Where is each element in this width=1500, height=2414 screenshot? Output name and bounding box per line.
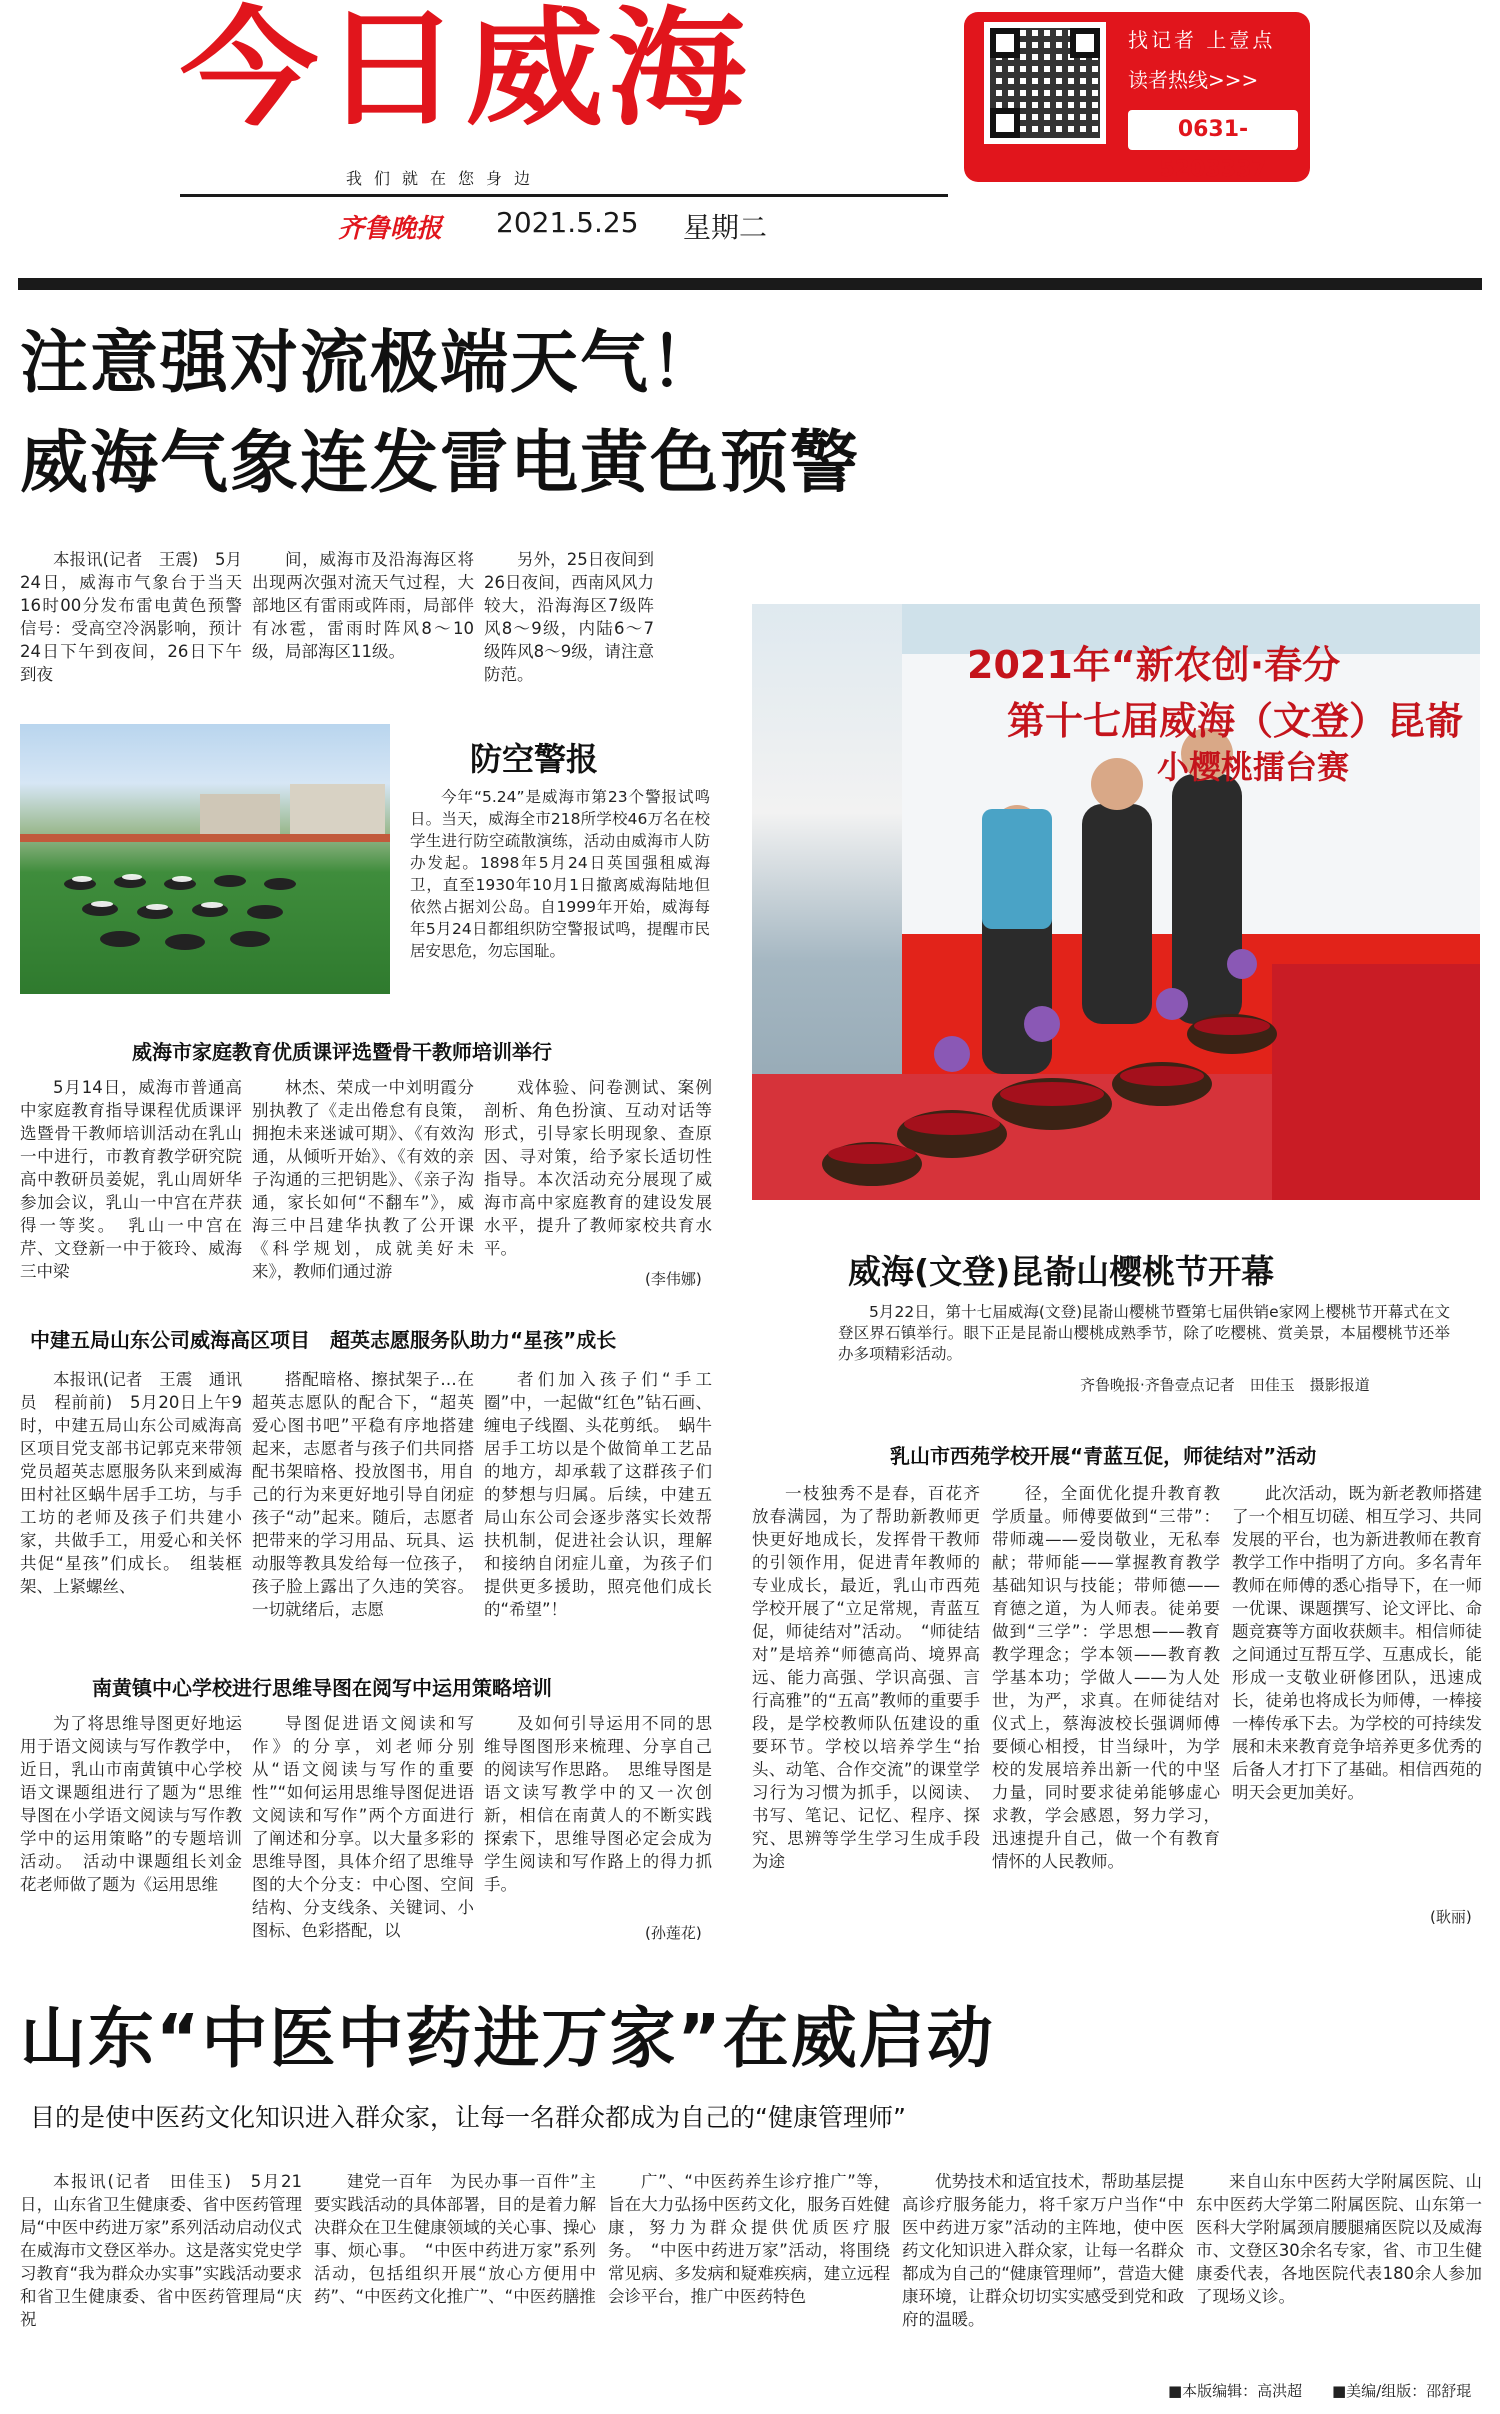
cherry-text: 5月22日，第十七届威海(文登)昆嵛山樱桃节暨第七届供销e家网上樱桃节开幕式在文登区界石镇举行。眼下正是昆嵛山樱桃成熟季节，除了吃樱桃、赏美景，本届樱桃节还举办多项精彩活动。 xyxy=(838,1303,1450,1363)
cherry-credit: 齐鲁晚报·齐鲁壹点记者 田佳玉 摄影报道 xyxy=(1080,1376,1370,1394)
mentor-col2: 径，全面优化提升教育教学质量。师傅要做到“三带”：带师魂——爱岗敬业，无私奉献；带师能——掌握教育教学基础知识与技能；带师德——育德之道，为人师表。徒弟要做到“三学”：学思想——教育教学理念；学本领——教育教学基本功；学做人——为人处世，为严，求真。在师徒结对仪式上，蔡海波校长强调师傅要倾心相授，甘当绿叶，为学校的发展培养出新一代的中坚力量，同时要求徒弟能够虚心求教，学会感恩，努力学习，迅速提升自己，做一个有教育情怀的人民教师。 xyxy=(992,1484,1220,1871)
cherry-photo xyxy=(752,604,1480,1200)
banner-line3: 小樱桃擂台赛 xyxy=(1157,748,1350,786)
tcm-col5: 来自山东中医药大学附属医院、山东中医药大学第二附属医院、山东第一医科大学附属颈肩腰腿痛医院以及威海市、文登区30余名专家，省、市卫生健康委代表，各地医院代表180余人参加了现场义诊。 xyxy=(1196,2172,1482,2306)
mindmap-col2: 导图促进语文阅读和写作》的分享，刘老师分别从“语文阅读与写作的重要性”“如何运用思维导图促进语文阅读和写作”两个方面进行了阐述和分享。以大量多彩的思维导图，具体介绍了思维导图的大个分支：中心图、空间结构、分支线条、关键词、小图标、色彩搭配，以 xyxy=(252,1714,474,1940)
qr-code[interactable] xyxy=(984,22,1106,144)
banner-line2: 第十七届威海（文登）昆嵛 xyxy=(1007,699,1464,743)
footer-editor: ■本版编辑：高洪超 xyxy=(1168,2382,1303,2400)
masthead-rule xyxy=(180,194,948,197)
contact-phone[interactable]: 0631-5203337 xyxy=(1128,110,1298,150)
tcm-col4: 优势技术和适宜技术，帮助基层提高诊疗服务能力，将千家万户当作“中医中药进万家”活动的主阵地，使中医药文化知识进入群众家，让每一名群众都成为自己的“健康管理师”，营造大健康环境，让群众切切实实感受到党和政府的温暖。 xyxy=(902,2172,1184,2329)
tcm-col3: 广”、“中医药养生诊疗推广”等，旨在大力弘扬中医药文化，服务百姓健康，努力为群众提供优质医疗服务。 “中医中药进万家”活动，将围绕常见病、多发病和疑难疾病，建立远程会诊平台，推广中医药特色 xyxy=(608,2172,890,2306)
masthead-title: 今日威海 xyxy=(180,0,751,144)
cherry-title: 威海(文登)昆嵛山樱桃节开幕 xyxy=(848,1252,1275,1291)
contact-line1: 找记者 上壹点 xyxy=(1128,28,1276,52)
airraid-photo-art xyxy=(20,724,390,994)
tcm-subtitle: 目的是使中医药文化知识进入群众家，让每一名群众都成为自己的“健康管理师” xyxy=(30,2103,906,2132)
issue-date: 2021.5.25 xyxy=(496,206,639,239)
tcm-col2: 建党一百年 为民办事一百件”主要实践活动的具体部署，目的是着力解决群众在卫生健康领域的关心事、操心事、烦心事。 “中医中药进万家”系列活动，包括组织开展“放心方便用中药”、“中医药文化推广”、“中医药膳推 xyxy=(314,2172,596,2306)
brand-logo: 齐鲁晚报 xyxy=(338,214,443,244)
banner-line1: 2021年“新农创·春分 xyxy=(967,643,1341,687)
volunteer-title: 中建五局山东公司威海高区项目 超英志愿服务队助力“星孩”成长 xyxy=(30,1328,617,1352)
mindmap-title: 南黄镇中心学校进行思维导图在阅写中运用策略培训 xyxy=(92,1676,552,1700)
mentor-col1: 一枝独秀不是春，百花齐放春满园，为了帮助新教师更快更好地成长，发挥骨干教师的引领作用，促进青年教师的专业成长，最近，乳山市西苑学校开展了“立足常规，青蓝互促，师徒结对”活动。 “师徒结对”是培养“师德高尚、境界高远、能力高强、学识高强、言行高雅”的“五高”教师的重要手段，是学校教师队伍建设的重要环节。学校以培养学生“抬头、动笔、合作交流”的课堂学习行为习惯为抓手，以阅读、书写、笔记、记忆、程序、探究、思辨等学生学习生成手段为途 xyxy=(752,1484,980,1871)
weather-col3: 另外，25日夜间到26日夜间，西南风风力较大，沿海海区7级阵风8～9级，内陆6～7级阵风8～9级，请注意防范。 xyxy=(484,550,654,684)
airraid-photo xyxy=(20,724,390,994)
issue-weekday: 星期二 xyxy=(683,211,768,244)
airraid-title: 防空警报 xyxy=(470,740,599,778)
footer-design: ■美编/组版：邵舒琨 xyxy=(1332,2382,1472,2400)
family-col2: 林杰、荣成一中刘明霞分别执教了《走出倦怠有良策，拥抱未来迷诚可期》、《有效沟通，从倾听开始》、《有效的亲子沟通的三把钥匙》、《亲子沟通，家长如何“不翻车”》，威海三中吕建华执教了公开课《科学规划，成就美好未来》，教师们通过游 xyxy=(252,1078,474,1281)
tcm-title: 山东“中医中药进万家”在威启动 xyxy=(20,2000,995,2077)
header-bar xyxy=(18,278,1482,290)
contact-line2: 读者热线>>> xyxy=(1128,68,1259,92)
masthead-slogan: 我们就在您身边 xyxy=(346,169,543,188)
headline1-line1: 注意强对流极端天气！ xyxy=(20,324,721,403)
mentor-title: 乳山市西苑学校开展“青蓝互促，师徒结对”活动 xyxy=(890,1444,1317,1468)
airraid-text: 今年“5.24”是威海市第23个警报试鸣日。当天，威海全市218所学校46万名在校学生进行防空疏散演练，活动由威海市人防办发起。1898年5月24日英国强租威海卫，直至1930年10月1日撤离威海陆地但依然占据刘公岛。自1999年开始，威海每年5月24日都组织防空警报试鸣，提醒市民居安思危，勿忘国耻。 xyxy=(410,788,710,960)
volunteer-col1: 本报讯(记者 王震 通讯员 程前前) 5月20日上午9时，中建五局山东公司威海高区项目党支部书记郭克来带领党员超英志愿服务队来到威海田村社区蜗牛居手工坊，与手工坊的老师及孩子们共建小家，共做手工，用爱心和关怀共促“星孩”们成长。 组装框架、上紧螺丝、 xyxy=(20,1370,242,1596)
family-sign: (李伟娜) xyxy=(645,1270,702,1288)
mindmap-col3: 及如何引导运用不同的思维导图图形来梳理、分享自己的阅读写作思路。 思维导图是语文读写教学中的又一次创新，相信在南黄人的不断实践探索下，思维导图必定会成为学生阅读和写作路上的得力抓手。 xyxy=(484,1714,712,1894)
mindmap-sign: (孙莲花) xyxy=(645,1924,702,1942)
mentor-sign: (耿丽) xyxy=(1430,1908,1472,1926)
family-col1: 5月14日，威海市普通高中家庭教育指导课程优质课评选暨骨干教师培训活动在乳山一中进行，市教育教学研究院高中教研员姜妮，乳山周妍华参加会议，乳山一中宫在芹获得一等奖。 乳山一中宫在芹、文登新一中于筱玲、威海三中梁 xyxy=(20,1078,242,1281)
headline1-line2: 威海气象连发雷电黄色预警 xyxy=(20,424,861,503)
volunteer-col2: 搭配暗格、擦拭架子…在超英志愿队的配合下，“超英爱心图书吧”平稳有序地搭建起来，志愿者与孩子们共同搭配书架暗格、投放图书，用自己的行为来更好地引导自闭症孩子“动”起来。随后，志愿者把带来的学习用品、玩具、运动服等教具发给每一位孩子，孩子脸上露出了久违的笑容。一切就绪后，志愿 xyxy=(252,1370,474,1619)
tcm-col1: 本报讯(记者 田佳玉) 5月21日，山东省卫生健康委、省中医药管理局“中医中药进万家”系列活动启动仪式在威海市文登区举办。这是落实党史学习教育“我为群众办实事”实践活动要求和省卫生健康委、省中医药管理局“庆祝 xyxy=(20,2172,302,2329)
weather-col2: 间，威海市及沿海海区将出现两次强对流天气过程，大部地区有雷雨或阵雨，局部伴有冰雹，雷雨时阵风8～10级，局部海区11级。 xyxy=(252,550,474,661)
mentor-col3: 此次活动，既为新老教师搭建了一个相互切磋、相互学习、共同发展的平台，也为新进教师在教育教学工作中指明了方向。多名青年教师在师傅的悉心指导下，在一师一优课、课题撰写、论文评比、命题竞赛等方面收获颇丰。相信师徒之间通过互帮互学、互惠成长，能形成一支敬业研修团队，迅速成长，徒弟也将成长为师傅，一棒接一棒传承下去。为学校的可持续发展和未来教育竞争培养更多优秀的后备人才打下了基础。相信西苑的明天会更加美好。 xyxy=(1232,1484,1482,1802)
weather-col1: 本报讯(记者 王震) 5月24日，威海市气象台于当天16时00分发布雷电黄色预警信号：受高空冷涡影响，预计24日下午到夜间，26日下午到夜 xyxy=(20,550,242,684)
mindmap-col1: 为了将思维导图更好地运用于语文阅读与写作教学中，近日，乳山市南黄镇中心学校语文课题组进行了题为“思维导图在小学语文阅读与写作教学中的运用策略”的专题培训活动。 活动中课题组长刘金花老师做了题为《运用思维 xyxy=(20,1714,242,1894)
family-col3: 戏体验、问卷测试、案例剖析、角色扮演、互动对话等形式，引导家长明现象、查原因、寻对策，给予家长适切性指导。本次活动充分展现了威海市高中家庭教育的建设发展水平，提升了教师家校共育水平。 xyxy=(484,1078,712,1258)
volunteer-col3: 者们加入孩子们“手工圈”中，一起做“红色”钻石画、缠电子线圈、头花剪纸。 蜗牛居手工坊以是个做简单工艺品的地方，却承载了这群孩子们的梦想与归属。后续，中建五局山东公司会逐步落实长效帮扶机制，促进社会认识，理解和接纳自闭症儿童，为孩子们提供更多援助，照亮他们成长的“希望”！ xyxy=(484,1370,712,1619)
family-title: 威海市家庭教育优质课评选暨骨干教师培训举行 xyxy=(132,1040,552,1064)
